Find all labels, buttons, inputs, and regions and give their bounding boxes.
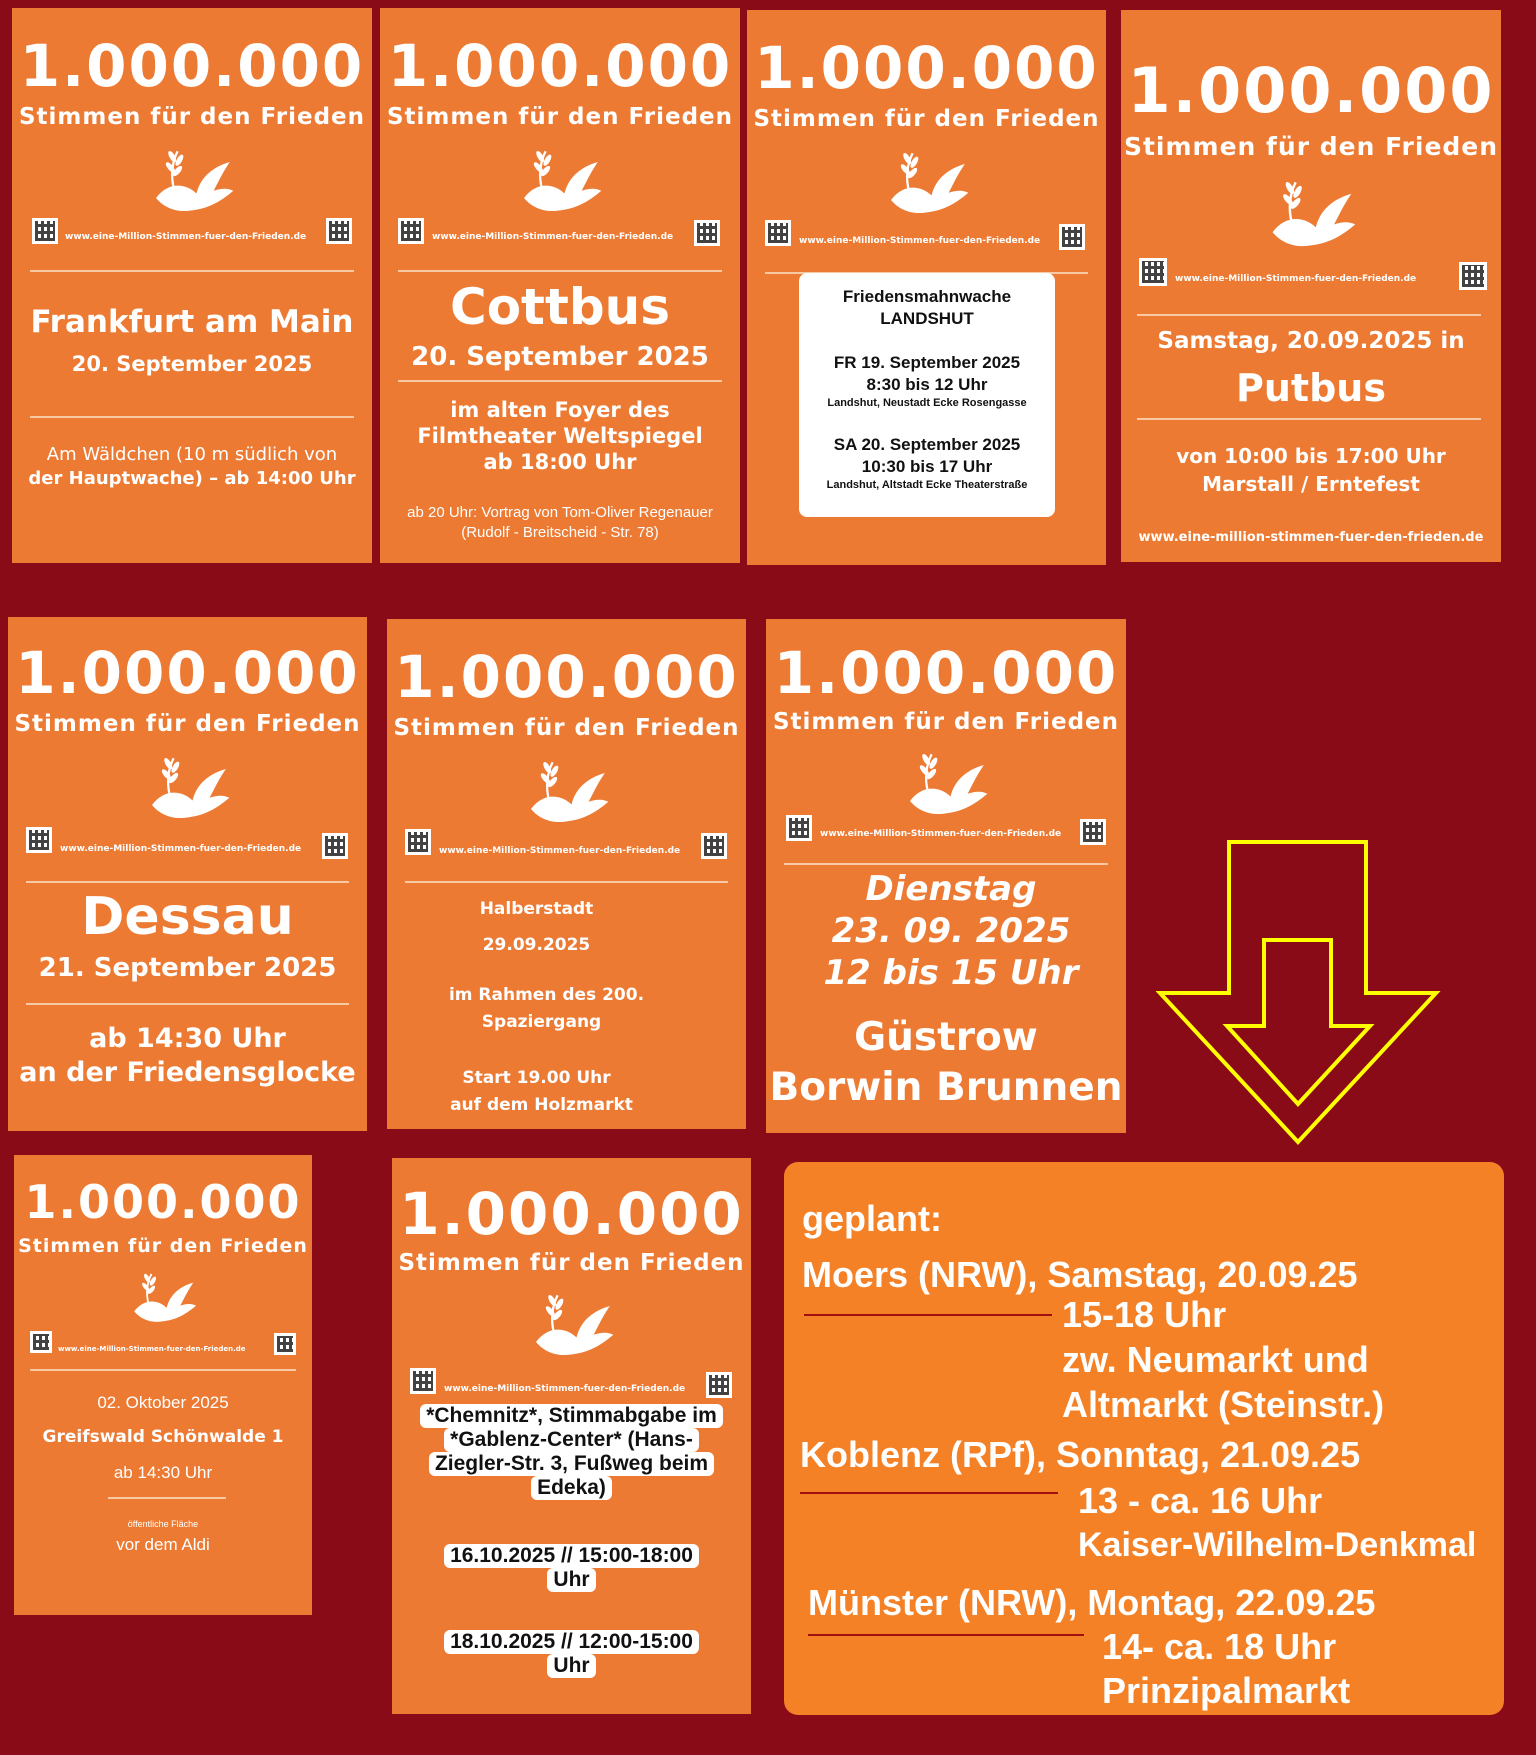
- poster-date: 20. September 2025: [411, 342, 709, 372]
- poster-line: auf dem Holzmarkt: [450, 1095, 633, 1115]
- poster-line: ab 18:00 Uhr: [483, 450, 637, 474]
- chemnitz-date-1: [392, 1544, 751, 1592]
- box-place: Landshut, Neustadt Ecke Rosengasse: [827, 397, 1027, 409]
- divider: [30, 416, 354, 418]
- poster-note: (Rudolf - Breitscheid - Str. 78): [461, 524, 659, 541]
- poster-line: im Rahmen des 200.: [448, 985, 645, 1005]
- qr-code-icon: [26, 827, 52, 853]
- chemnitz-line: *Chemnitz*, Stimmabgabe im: [420, 1404, 723, 1428]
- poster-time: 12 bis 15 Uhr: [823, 953, 1079, 993]
- event-place: Altmarkt (Steinstr.): [1062, 1384, 1385, 1425]
- box-title: Friedensmahnwache: [842, 287, 1012, 306]
- poster-city: Putbus: [1236, 366, 1386, 410]
- poster-headline: 1.000.000: [19, 32, 365, 100]
- poster-note: öffentliche Fläche: [127, 1519, 199, 1529]
- poster-greifswald: [14, 1155, 312, 1615]
- qr-code-icon: [1139, 258, 1167, 286]
- qr-code-icon: [322, 833, 348, 859]
- event-head: Moers (NRW), Samstag, 20.09.25: [802, 1254, 1358, 1295]
- divider: [784, 863, 1108, 865]
- poster-url: www.eine-Million-Stimmen-fuer-den-Frieden.de: [444, 1384, 686, 1394]
- box-time: 10:30 bis 17 Uhr: [861, 457, 993, 476]
- chemnitz-date-2: [392, 1630, 751, 1678]
- poster-line: Start 19.00 Uhr: [462, 1068, 611, 1088]
- qr-code-icon: [405, 829, 431, 855]
- poster-city: Güstrow: [854, 1015, 1038, 1060]
- event-place: zw. Neumarkt und: [1062, 1339, 1369, 1380]
- poster-headline: 1.000.000: [24, 1175, 302, 1229]
- chemnitz-info: [392, 1404, 751, 1500]
- chemnitz-line: Edeka): [531, 1476, 612, 1500]
- event-time: 13 - ca. 16 Uhr: [1078, 1480, 1323, 1521]
- poster-frankfurt: [12, 8, 372, 563]
- divider: [30, 1369, 296, 1371]
- chemnitz-date: 16.10.2025 // 15:00-18:00: [444, 1544, 699, 1568]
- poster-subline: Stimmen für den Frieden: [18, 104, 366, 130]
- poster-place: Marstall / Erntefest: [1202, 472, 1420, 496]
- dove-icon: [882, 142, 972, 222]
- box-date: SA 20. September 2025: [833, 435, 1021, 454]
- poster-day: Dienstag: [865, 869, 1037, 909]
- dove-icon: [1263, 170, 1359, 256]
- qr-code-icon: [706, 1372, 732, 1398]
- dove-icon: [127, 1265, 199, 1329]
- poster-city: Greifswald Schönwalde 1: [42, 1427, 284, 1447]
- dove-icon: [147, 140, 237, 220]
- dove-icon: [901, 743, 991, 823]
- poster-time: von 10:00 bis 17:00 Uhr: [1176, 444, 1446, 468]
- poster-landshut: [747, 10, 1106, 565]
- poster-putbus: [1121, 10, 1501, 562]
- poster-url: www.eine-Million-Stimmen-fuer-den-Frieden.de: [820, 829, 1062, 839]
- qr-code-icon: [786, 815, 812, 841]
- event-time: 15-18 Uhr: [1062, 1294, 1227, 1335]
- divider: [398, 380, 722, 382]
- poster-line: Am Wäldchen (10 m südlich von: [46, 444, 338, 465]
- divider: [405, 881, 728, 883]
- event-place: Kaiser-Wilhelm-Denkmal: [1078, 1526, 1477, 1564]
- poster-note: ab 20 Uhr: Vortrag von Tom-Oliver Regenauer: [407, 504, 713, 521]
- divider: [1137, 314, 1481, 316]
- landshut-info-box: [799, 273, 1055, 517]
- poster-headline: 1.000.000: [394, 643, 739, 711]
- qr-code-icon: [326, 218, 352, 244]
- poster-date: 02. Oktober 2025: [97, 1393, 229, 1412]
- poster-headline: 1.000.000: [15, 639, 360, 707]
- poster-city: Dessau: [81, 887, 294, 947]
- qr-code-icon: [1080, 819, 1106, 845]
- divider: [26, 881, 349, 883]
- poster-date: Samstag, 20.09.2025 in: [1157, 328, 1465, 354]
- poster-subline: Stimmen für den Frieden: [18, 1235, 308, 1257]
- qr-code-icon: [398, 218, 424, 244]
- poster-headline: 1.000.000: [754, 34, 1099, 102]
- underline: [804, 1314, 1052, 1316]
- dove-icon: [515, 140, 605, 220]
- qr-code-icon: [274, 1333, 296, 1355]
- poster-line: der Hauptwache) – ab 14:00 Uhr: [28, 468, 356, 489]
- poster-cottbus: [380, 8, 740, 563]
- poster-headline: 1.000.000: [773, 639, 1119, 707]
- poster-headline: 1.000.000: [399, 1180, 744, 1248]
- poster-url: www.eine-Million-Stimmen-fuer-den-Frieden.de: [60, 844, 302, 854]
- qr-code-icon: [701, 833, 727, 859]
- box-time: 8:30 bis 12 Uhr: [866, 375, 988, 394]
- event-time: 14- ca. 18 Uhr: [1102, 1626, 1337, 1667]
- underline: [800, 1492, 1058, 1494]
- event-head: Münster (NRW), Montag, 22.09.25: [808, 1582, 1376, 1623]
- poster-url: www.eine-Million-Stimmen-fuer-den-Frieden.de: [58, 1345, 246, 1353]
- poster-subline: Stimmen für den Frieden: [393, 715, 740, 741]
- poster-subline: Stimmen für den Frieden: [14, 711, 361, 737]
- event-place: Prinzipalmarkt: [1102, 1670, 1351, 1711]
- poster-city: Halberstadt: [479, 899, 594, 919]
- box-title: LANDSHUT: [880, 309, 974, 328]
- poster-url: www.eine-Million-Stimmen-fuer-den-Frieden.de: [65, 232, 307, 242]
- chemnitz-date: Uhr: [547, 1654, 595, 1678]
- chemnitz-date: 18.10.2025 // 12:00-15:00: [444, 1630, 699, 1654]
- qr-code-icon: [1059, 224, 1085, 250]
- box-place: Landshut, Altstadt Ecke Theaterstraße: [826, 479, 1028, 491]
- poster-subline: Stimmen für den Frieden: [386, 104, 734, 130]
- divider: [30, 270, 354, 272]
- poster-url: www.eine-Million-Stimmen-fuer-den-Frieden.de: [432, 232, 674, 242]
- planned-events-box: [784, 1162, 1504, 1715]
- chemnitz-line: Ziegler-Str. 3, Fußweg beim: [429, 1452, 714, 1476]
- chemnitz-date: Uhr: [547, 1568, 595, 1592]
- poster-chemnitz: [392, 1158, 751, 1714]
- poster-place: an der Friedensglocke: [19, 1057, 356, 1088]
- poster-subline: Stimmen für den Frieden: [398, 1250, 745, 1276]
- dove-icon: [143, 747, 233, 827]
- poster-line: Filmtheater Weltspiegel: [417, 424, 703, 448]
- divider: [398, 270, 722, 272]
- poster-place: vor dem Aldi: [116, 1535, 210, 1554]
- poster-line: Spaziergang: [481, 1012, 602, 1032]
- poster-dessau: [8, 617, 367, 1131]
- poster-url: www.eine-Million-Stimmen-fuer-den-Frieden.de: [1175, 274, 1417, 284]
- qr-code-icon: [694, 220, 720, 246]
- poster-headline: 1.000.000: [1127, 54, 1495, 127]
- poster-url: www.eine-Million-Stimmen-fuer-den-Frieden.de: [439, 846, 681, 856]
- underline: [808, 1634, 1084, 1636]
- box-date: FR 19. September 2025: [833, 353, 1021, 372]
- poster-date: 20. September 2025: [71, 352, 313, 376]
- event-head: Koblenz (RPf), Sonntag, 21.09.25: [800, 1434, 1361, 1475]
- planned-heading: geplant:: [802, 1198, 942, 1239]
- divider: [1137, 418, 1481, 420]
- poster-date: 29.09.2025: [482, 935, 591, 955]
- qr-code-icon: [1459, 262, 1487, 290]
- poster-time: ab 14:30 Uhr: [89, 1023, 286, 1054]
- divider: [26, 1003, 349, 1005]
- poster-url-bottom: www.eine-million-stimmen-fuer-den-frieden.de: [1138, 530, 1484, 545]
- poster-subline: Stimmen für den Frieden: [753, 106, 1100, 132]
- poster-city: Cottbus: [450, 278, 670, 336]
- divider: [108, 1497, 226, 1499]
- qr-code-icon: [410, 1368, 436, 1394]
- poster-date: 23. 09. 2025: [831, 911, 1071, 951]
- dove-icon: [522, 751, 612, 831]
- poster-time: ab 14:30 Uhr: [113, 1463, 213, 1482]
- dove-icon: [527, 1284, 617, 1364]
- qr-code-icon: [30, 1331, 52, 1353]
- poster-subline: Stimmen für den Frieden: [1123, 132, 1499, 161]
- poster-line: im alten Foyer des: [450, 398, 670, 422]
- qr-code-icon: [765, 220, 791, 246]
- poster-guestrow: [766, 619, 1126, 1133]
- poster-subline: Stimmen für den Frieden: [772, 709, 1120, 735]
- poster-date: 21. September 2025: [38, 953, 337, 983]
- qr-code-icon: [32, 218, 58, 244]
- chemnitz-line: *Gablenz-Center* (Hans-: [444, 1428, 699, 1452]
- poster-place: Borwin Brunnen: [769, 1065, 1123, 1110]
- poster-headline: 1.000.000: [387, 32, 733, 100]
- poster-halberstadt: [387, 619, 746, 1129]
- poster-city: Frankfurt am Main: [30, 304, 354, 340]
- down-arrow-icon: [1156, 836, 1446, 1156]
- poster-url: www.eine-Million-Stimmen-fuer-den-Frieden.de: [799, 236, 1041, 246]
